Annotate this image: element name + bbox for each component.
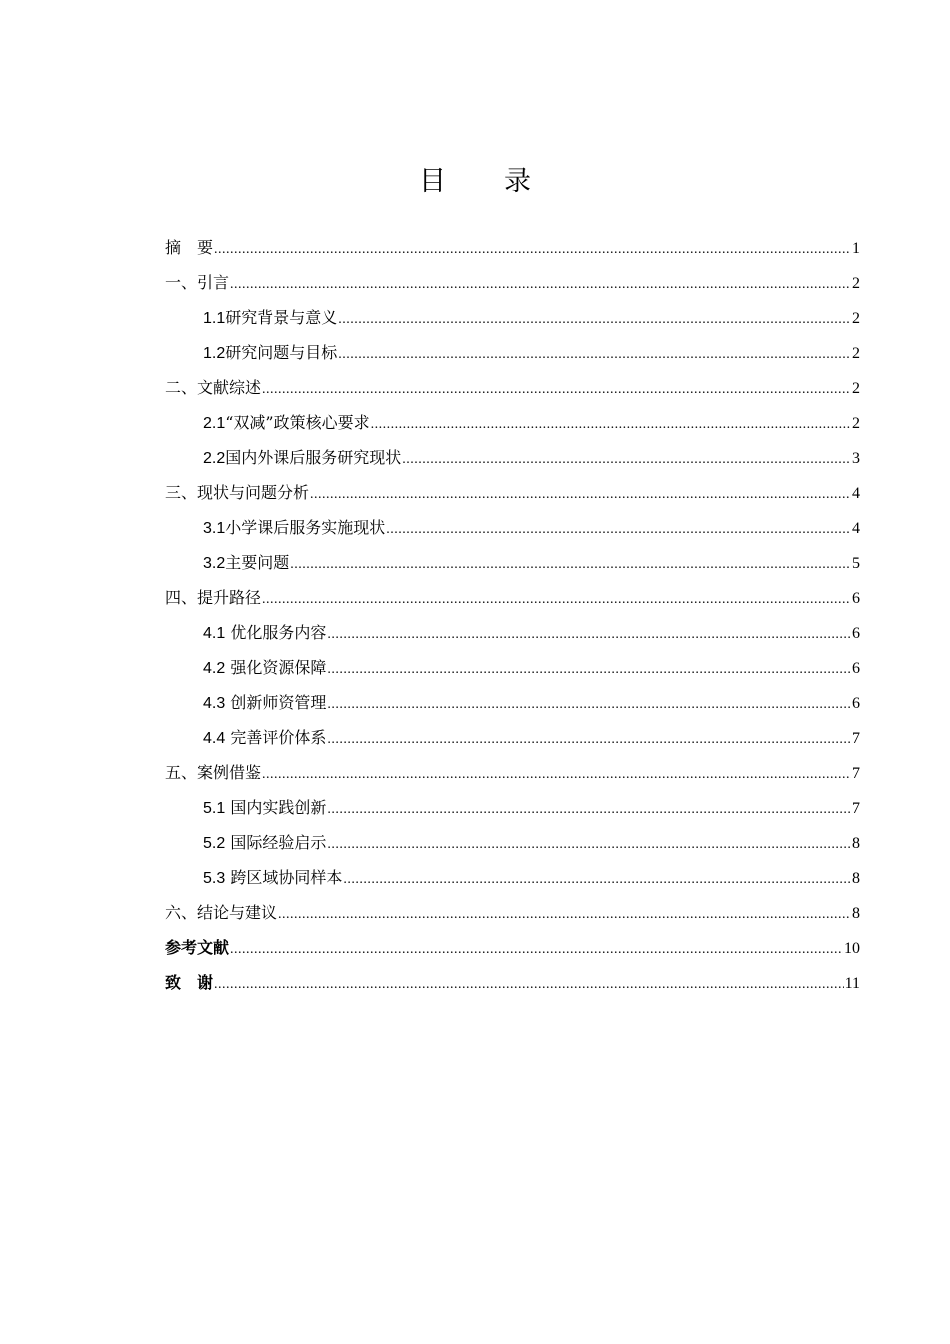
toc-page-number: 3 — [852, 450, 860, 467]
toc-page-number: 7 — [852, 765, 860, 782]
toc-entry-text: 四、提升路径 — [165, 588, 262, 607]
toc-dot-leader — [327, 687, 851, 722]
toc-entry-label — [203, 720, 326, 756]
toc-entry[interactable] — [165, 615, 860, 650]
toc-entry-text: 参考文献 — [165, 938, 230, 957]
toc-entry-label — [203, 685, 326, 721]
toc-entry-text: 强化资源保障 — [225, 658, 327, 677]
toc-entry-text: 研究问题与目标 — [225, 343, 338, 362]
toc-dot-leader — [230, 932, 843, 967]
toc-entry[interactable] — [165, 510, 860, 545]
toc-entry[interactable] — [165, 720, 860, 755]
toc-entry-label — [203, 440, 401, 476]
toc-entry-text: 研究背景与意义 — [225, 308, 338, 327]
toc-page-number: 2 — [852, 310, 860, 327]
toc-dot-leader — [327, 617, 851, 652]
toc-entry-text: 创新师资管理 — [225, 693, 327, 712]
toc-entry-label — [165, 475, 309, 510]
toc-entry-text: 完善评价体系 — [225, 728, 327, 747]
toc-entry-label — [203, 510, 385, 546]
toc-dot-leader — [386, 512, 851, 547]
toc-dot-leader — [230, 267, 851, 302]
toc-dot-leader — [338, 337, 851, 372]
toc-page-number: 10 — [844, 940, 860, 957]
toc-entry-label — [203, 300, 337, 336]
toc-entry-text: 主要问题 — [225, 553, 290, 572]
toc-entry-number: 3.2 — [203, 555, 226, 572]
toc-page-number: 2 — [852, 415, 860, 432]
toc-entry-text: 跨区域协同样本 — [225, 868, 343, 887]
toc-dot-leader — [327, 722, 851, 757]
toc-entry-label — [203, 650, 326, 686]
toc-entry-text: 一、引言 — [165, 273, 230, 292]
toc-dot-leader — [327, 652, 851, 687]
toc-entry-text: 摘 要 — [165, 238, 214, 257]
toc-entry-number: 4.1 — [203, 625, 226, 642]
table-of-contents — [165, 230, 860, 1000]
toc-dot-leader — [278, 897, 851, 932]
toc-page-number: 4 — [852, 520, 860, 537]
toc-dot-leader — [262, 372, 851, 407]
toc-entry[interactable] — [165, 965, 860, 1000]
toc-entry-label — [203, 545, 289, 581]
toc-entry[interactable] — [165, 475, 860, 510]
toc-entry[interactable] — [165, 755, 860, 790]
toc-entry-label — [165, 965, 213, 1000]
toc-entry[interactable] — [165, 790, 860, 825]
toc-dot-leader — [262, 582, 851, 617]
toc-entry[interactable] — [165, 230, 860, 265]
toc-entry[interactable] — [165, 650, 860, 685]
toc-page-number: 2 — [852, 345, 860, 362]
toc-entry[interactable] — [165, 895, 860, 930]
toc-entry-label — [203, 615, 326, 651]
toc-entry-number: 4.3 — [203, 695, 226, 712]
page-title: 目录 — [419, 166, 589, 197]
toc-entry-number: 5.3 — [203, 870, 226, 887]
toc-entry-text: 国际经验启示 — [225, 833, 327, 852]
toc-page-number: 8 — [852, 835, 860, 852]
toc-entry[interactable] — [165, 860, 860, 895]
toc-entry-text: 小学课后服务实施现状 — [225, 518, 386, 537]
toc-entry-label — [203, 860, 342, 896]
toc-entry-text: 二、文献综述 — [165, 378, 262, 397]
toc-entry-label — [165, 895, 277, 930]
toc-entry-label — [203, 405, 370, 441]
toc-page-number: 1 — [852, 240, 860, 257]
toc-page-number: 6 — [852, 695, 860, 712]
toc-entry-label — [203, 825, 326, 861]
toc-entry-number: 3.1 — [203, 520, 226, 537]
toc-entry[interactable] — [165, 370, 860, 405]
toc-entry-label — [165, 370, 261, 405]
toc-entry-label — [165, 580, 261, 615]
toc-entry-text: 三、现状与问题分析 — [165, 483, 310, 502]
toc-dot-leader — [327, 827, 851, 862]
toc-dot-leader — [262, 757, 851, 792]
toc-dot-leader — [371, 407, 851, 442]
toc-page-number: 7 — [852, 730, 860, 747]
toc-page-number: 5 — [852, 555, 860, 572]
toc-entry-text: 五、案例借鉴 — [165, 763, 262, 782]
toc-entry-label — [165, 230, 213, 265]
toc-dot-leader — [343, 862, 851, 897]
toc-entry[interactable] — [165, 580, 860, 615]
toc-dot-leader — [290, 547, 851, 582]
toc-entry-number: 4.4 — [203, 730, 226, 747]
toc-page-number: 11 — [844, 975, 860, 992]
toc-entry[interactable] — [165, 825, 860, 860]
toc-page-number: 7 — [852, 800, 860, 817]
toc-entry[interactable] — [165, 300, 860, 335]
toc-entry-text: 致 谢 — [165, 973, 214, 992]
toc-dot-leader — [214, 967, 844, 1002]
toc-entry-number: 1.1 — [203, 310, 226, 327]
toc-dot-leader — [402, 442, 851, 477]
toc-dot-leader — [214, 232, 851, 267]
toc-entry-text: 国内实践创新 — [225, 798, 327, 817]
toc-entry-label — [203, 790, 326, 826]
toc-page-number: 8 — [852, 905, 860, 922]
toc-entry-text: 优化服务内容 — [225, 623, 327, 642]
toc-entry-number: 2.1 — [203, 415, 226, 432]
toc-entry-text: “双减”政策核心要求 — [225, 413, 370, 432]
toc-entry[interactable] — [165, 685, 860, 720]
toc-entry-number: 2.2 — [203, 450, 226, 467]
toc-entry-label — [165, 755, 261, 790]
toc-entry-label — [203, 335, 337, 371]
toc-entry-label — [165, 930, 229, 965]
toc-dot-leader — [338, 302, 851, 337]
toc-page-number: 8 — [852, 870, 860, 887]
toc-entry-number: 5.1 — [203, 800, 226, 817]
toc-page-number: 2 — [852, 380, 860, 397]
toc-page-number: 6 — [852, 625, 860, 642]
toc-entry-text: 六、结论与建议 — [165, 903, 278, 922]
toc-page-number: 6 — [852, 590, 860, 607]
toc-entry[interactable] — [165, 335, 860, 370]
toc-entry-number: 4.2 — [203, 660, 226, 677]
toc-entry-number: 1.2 — [203, 345, 226, 362]
toc-entry-number: 5.2 — [203, 835, 226, 852]
toc-dot-leader — [327, 792, 851, 827]
toc-entry[interactable] — [165, 440, 860, 475]
toc-page-number: 4 — [852, 485, 860, 502]
toc-entry[interactable] — [165, 405, 860, 440]
toc-entry[interactable] — [165, 545, 860, 580]
toc-entry-text: 国内外课后服务研究现状 — [225, 448, 402, 467]
toc-dot-leader — [310, 477, 851, 512]
toc-page-number: 6 — [852, 660, 860, 677]
toc-page-number: 2 — [852, 275, 860, 292]
toc-entry-label — [165, 265, 229, 300]
toc-entry[interactable] — [165, 930, 860, 965]
toc-entry[interactable] — [165, 265, 860, 300]
